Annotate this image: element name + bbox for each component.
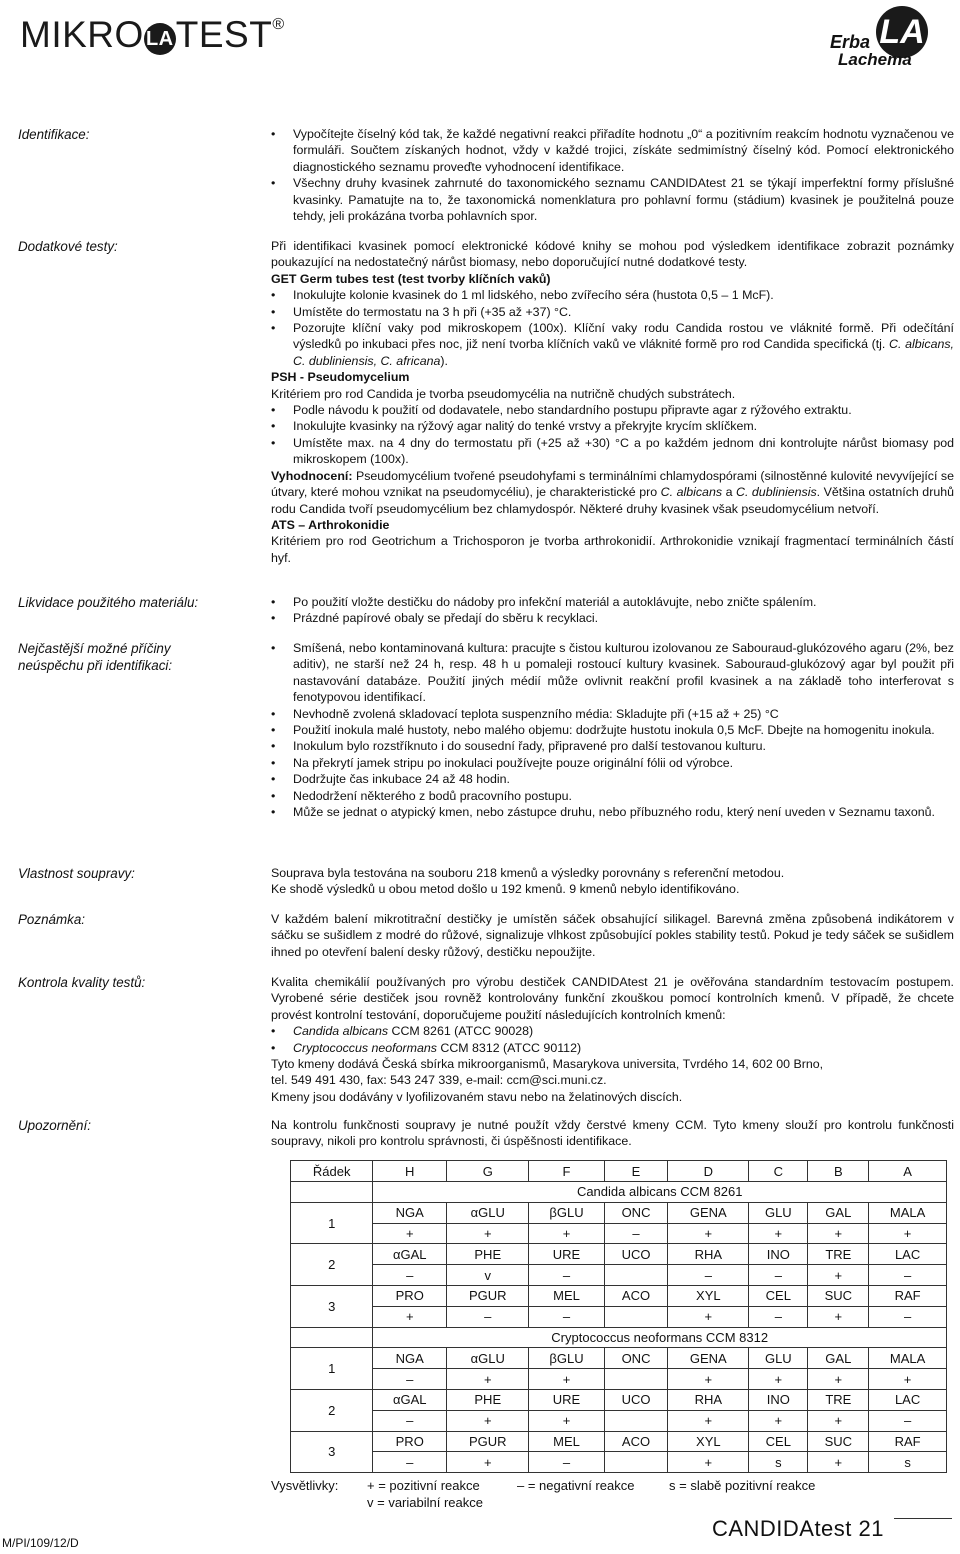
result-cell: – — [869, 1306, 947, 1327]
bullet-text: Nedodržení některého z bodů pracovního postupu. — [293, 788, 572, 803]
test-name-cell: INO — [749, 1389, 808, 1410]
section-label-dodatkove: Dodatkové testy: — [18, 239, 118, 254]
result-cell: + — [668, 1452, 749, 1473]
legend — [271, 1478, 815, 1511]
table-row — [291, 1452, 947, 1473]
section-label-identifikace: Identifikace: — [18, 127, 90, 142]
ats-text: Kritériem pro rod Geotrichum a Trichosporon je tvorba arthrokonidií. Arthrokonidie vznikají fragmentací terminálních částí hyf. — [271, 534, 954, 565]
bullet-text: Může se jednat o atypický kmen, nebo zástupce druhu, nebo příbuzného rodu, který není uveden v Seznamu taxonů. — [293, 805, 935, 820]
test-name-cell: URE — [529, 1244, 604, 1265]
bullet-item — [271, 755, 954, 771]
test-name-cell: PHE — [447, 1244, 529, 1265]
result-cell: + — [808, 1265, 869, 1286]
strain-name: Candida albicans — [293, 1024, 389, 1039]
result-cell: – — [668, 1265, 749, 1286]
text-line: Souprava byla testována na souboru 218 kmenů a výsledky porovnány s referenční metodou. — [271, 866, 785, 880]
product-name: CANDIDAtest 21 — [711, 1516, 884, 1541]
result-cell: – — [749, 1306, 808, 1327]
section-label-poznamka: Poznámka: — [18, 912, 85, 927]
result-cell: – — [749, 1265, 808, 1286]
result-cell — [604, 1265, 668, 1286]
result-cell: – — [869, 1265, 947, 1286]
test-name-cell: TRE — [808, 1244, 869, 1265]
species-name: C. dubliniensis — [736, 485, 817, 500]
psh-title: PSH - Pseudomycelium — [271, 370, 410, 385]
result-cell: v — [447, 1265, 529, 1286]
test-name-cell: MALA — [869, 1202, 947, 1223]
bullet-item — [271, 287, 954, 303]
result-cell: – — [529, 1306, 604, 1327]
bullet-item — [271, 738, 954, 754]
section-label-upozorneni: Upozornění: — [18, 1118, 91, 1133]
empty-cell — [291, 1327, 373, 1348]
column-header: B — [808, 1161, 869, 1182]
text-line: Tyto kmeny dodává Česká sbírka mikroorganismů, Masarykova universita, Tvrdého 14, 602 00 Brno, — [271, 1057, 824, 1072]
text-span: . Většina ostatních druhů rodu Candida tvoří pseudomycélium bez chlamydospór. Některé druhy kvasinek však pseudomycélium netvoří. — [271, 485, 955, 516]
bullet-item — [271, 435, 954, 468]
result-cell: + — [529, 1369, 604, 1390]
species-names: C. albicans, C. dubliniensis, C. africana — [293, 337, 954, 368]
bullet-item — [271, 418, 954, 434]
test-name-cell: SUC — [808, 1285, 869, 1306]
result-cell: – — [373, 1452, 447, 1473]
test-name-cell: αGLU — [447, 1202, 529, 1223]
bullet-item — [271, 610, 954, 626]
bullet-text: Nevhodně zvolená skladovací teplota suspenzního média: Skladujte při (+15 až + 25) °C — [293, 706, 779, 721]
erba-la-mark: LA — [876, 6, 928, 58]
bullet-text: Dodržujte čas inkubace 24 až 48 hodin. — [293, 772, 510, 787]
result-cell — [604, 1452, 668, 1473]
result-cell: + — [447, 1369, 529, 1390]
test-name-cell: βGLU — [529, 1348, 604, 1369]
result-cell — [604, 1369, 668, 1390]
vyhodnoceni-paragraph — [271, 468, 954, 517]
text-span: a — [722, 485, 736, 500]
bullet-text: Vypočítejte číselný kód tak, že každé negativní reakci přiřadíte hodnotu „0“ a pozitivním reakcím hodnotu vyznačenou ve formuláři. Součtem získaných hodnot, vždy v každé trojici, získáte sedmimístný číselný kód. Pomocí elektronického diagnostického seznamu proveďte vyhodnocení identifikace. — [293, 127, 954, 174]
result-cell: – — [604, 1223, 668, 1244]
test-name-cell: XYL — [668, 1285, 749, 1306]
test-name-cell: MEL — [529, 1285, 604, 1306]
bullet-text: Prázdné papírové obaly se předají do sběru k recyklaci. — [293, 611, 599, 626]
bullet-text: Podle návodu k použití od dodavatele, nebo standardního postupu připravte agar z rýžového extraktu. — [293, 403, 852, 418]
test-name-cell: URE — [529, 1389, 604, 1410]
result-cell: + — [808, 1306, 869, 1327]
bullet-item — [271, 771, 954, 787]
kontrola-intro: Kvalita chemikálií používaných pro výrobu destiček CANDIDAtest 21 je ověřována standardním testovacím postupem. Vyrobené série destiček jsou rovněž kontrolovány funkční zkouškou pomocí kontrolních kmenů. V případě, že chcete provést kontrolní testování, doporučujeme použití následujících kontrolních kmenů: — [271, 975, 954, 1022]
test-name-cell: ONC — [604, 1202, 668, 1223]
result-cell: – — [869, 1410, 947, 1431]
erba-lachema-logo — [830, 6, 940, 70]
strain-code: CCM 8312 (ATCC 90112) — [436, 1040, 582, 1055]
result-cell: + — [529, 1410, 604, 1431]
test-name-cell: PHE — [447, 1389, 529, 1410]
test-name-cell: MEL — [529, 1431, 604, 1452]
test-name-cell: ACO — [604, 1431, 668, 1452]
test-name-cell: INO — [749, 1244, 808, 1265]
test-name-cell: MALA — [869, 1348, 947, 1369]
corner-decoration — [894, 1518, 952, 1549]
bullet-item — [271, 126, 954, 175]
test-name-cell: CEL — [749, 1431, 808, 1452]
legend-weak: s = slabě pozitivní reakce — [669, 1478, 816, 1493]
result-cell: + — [749, 1410, 808, 1431]
test-name-cell: GLU — [749, 1202, 808, 1223]
test-name-cell: PRO — [373, 1285, 447, 1306]
bullet-text-end: ). — [440, 353, 448, 368]
row-number-cell: 2 — [291, 1244, 373, 1286]
test-name-cell: RAF — [869, 1431, 947, 1452]
result-cell: + — [529, 1223, 604, 1244]
bullet-item — [271, 804, 954, 820]
result-cell: + — [668, 1223, 749, 1244]
result-cell: – — [373, 1265, 447, 1286]
table-row — [291, 1369, 947, 1390]
result-cell: + — [668, 1369, 749, 1390]
table-row — [291, 1265, 947, 1286]
result-cell: – — [373, 1410, 447, 1431]
result-cell: + — [869, 1223, 947, 1244]
registered-mark: ® — [272, 16, 285, 33]
test-name-cell: TRE — [808, 1389, 869, 1410]
bullet-text: Pozorujte klíční vaky pod mikroskopem (100x). Klíční vaky rodu Candida rostou ve vláknité formě. Při odečítání výsledků po inkubaci přes noc, již není tvorba klíčních vaků ve vláknité formě pro rod Candida specifická (tj. — [293, 321, 954, 352]
table-row — [291, 1410, 947, 1431]
column-header: G — [447, 1161, 529, 1182]
test-name-cell: GENA — [668, 1348, 749, 1369]
strain-title-cell: Candida albicans CCM 8261 — [373, 1182, 947, 1203]
row-number-cell: 1 — [291, 1202, 373, 1244]
table-row — [291, 1348, 947, 1369]
bullet-text: Na překrytí jamek stripu po inokulaci používejte pouze originální fólii od výrobce. — [293, 755, 734, 770]
column-header: Řádek — [291, 1161, 373, 1182]
bullet-item — [271, 175, 954, 224]
test-name-cell: SUC — [808, 1431, 869, 1452]
result-cell: + — [808, 1223, 869, 1244]
result-cell: s — [749, 1452, 808, 1473]
strain-row — [291, 1182, 947, 1203]
test-name-cell: XYL — [668, 1431, 749, 1452]
result-cell: + — [808, 1369, 869, 1390]
bullet-text: Smíšená, nebo kontaminovaná kultura: pracujte s čistou kulturou izolovanou ze Sabouraud-glukózového agaru (2%, bez aditiv), ne starší než 24 h, resp. 48 h u pomaleji rostoucí kultury kvasinek. Sabouraud-glukózový agar byl použit při nastavování databáze. Použití jiných médií může ovlivnit reakční profil kvasinek a na základě toho interferovat s fenotypovou identifikací. — [293, 641, 954, 705]
text-span: Pseudomycélium tvořené pseudohyfami s terminálními chlamydospórami (silnostěnné kulovité nevyvíjející se útvary, které mohou vznikat na pseudomycéliu), je charakteristické pro — [271, 468, 954, 500]
result-cell: s — [869, 1452, 947, 1473]
result-cell: – — [373, 1369, 447, 1390]
legend-positive: + = pozitivní reakce — [367, 1478, 480, 1493]
test-name-cell: RHA — [668, 1244, 749, 1265]
empty-cell — [291, 1182, 373, 1203]
table-row — [291, 1389, 947, 1410]
column-header: F — [529, 1161, 604, 1182]
bullet-item — [271, 320, 954, 369]
result-cell: + — [808, 1452, 869, 1473]
section-label-likvidace: Likvidace použitého materiálu: — [18, 595, 199, 610]
section-poznamka — [271, 911, 954, 960]
test-name-cell: RAF — [869, 1285, 947, 1306]
result-cell: – — [447, 1306, 529, 1327]
section-label-priciny — [18, 640, 258, 674]
text-line: Ke shodě výsledků u obou metod došlo u 192 kmenů. 9 kmenů nebylo identifikováno. — [271, 882, 740, 897]
bullet-item — [271, 706, 954, 722]
bullet-item — [271, 722, 954, 738]
result-cell: – — [529, 1265, 604, 1286]
test-name-cell: LAC — [869, 1389, 947, 1410]
table-header-row — [291, 1161, 947, 1182]
table-row — [291, 1223, 947, 1244]
label-line: neúspěchu při identifikaci: — [18, 658, 173, 673]
result-cell — [604, 1410, 668, 1431]
result-cell: + — [749, 1369, 808, 1390]
bullet-text: Inokulum bylo rozstříknuto i do sousední řady, připravené pro další testovanou kulturu. — [293, 739, 766, 754]
row-number-cell: 2 — [291, 1389, 373, 1431]
section-label-vlastnost: Vlastnost soupravy: — [18, 866, 135, 881]
table-row — [291, 1431, 947, 1452]
test-name-cell: ACO — [604, 1285, 668, 1306]
column-header: C — [749, 1161, 808, 1182]
bullet-item — [271, 304, 954, 320]
result-cell: – — [529, 1452, 604, 1473]
test-name-cell: PGUR — [447, 1431, 529, 1452]
test-name-cell: αGAL — [373, 1244, 447, 1265]
strain-name: Cryptococcus neoformans — [293, 1040, 437, 1055]
logo-text-test: TEST — [175, 14, 273, 55]
ats-title: ATS – Arthrokonidie — [271, 517, 390, 532]
test-name-cell: βGLU — [529, 1202, 604, 1223]
column-header: A — [869, 1161, 947, 1182]
get-title: GET Germ tubes test (test tvorby klíčních vaků) — [271, 271, 551, 286]
result-cell: + — [447, 1452, 529, 1473]
section-label-kontrola: Kontrola kvality testů: — [18, 975, 146, 990]
text-line: Kmeny jsou dodávány v lyofilizovaném stavu nebo na želatinových discích. — [271, 1089, 683, 1104]
table-row — [291, 1306, 947, 1327]
poznamka-text: V každém balení mikrotitrační destičky je umístěn sáček obsahující silikagel. Barevná změna způsobená indikátorem v sáčku se sušidlem z modré do růžové, signalizuje vlhkost způsobující pokles stability testů. Pokud je tedy sáček se sušidlem ihned po otevření balení desky růžový, destičku nepoužijte. — [271, 912, 954, 959]
result-cell — [604, 1306, 668, 1327]
section-dodatkove — [271, 238, 954, 566]
table-row — [291, 1285, 947, 1306]
legend-negative: – = negativní reakce — [517, 1478, 635, 1493]
row-number-cell: 3 — [291, 1285, 373, 1327]
logo-la-mark: LA — [144, 23, 176, 55]
text-line: tel. 549 491 430, fax: 543 247 339, e-mail: ccm@sci.muni.cz. — [271, 1073, 607, 1088]
result-cell: + — [373, 1306, 447, 1327]
bullet-item — [271, 1040, 954, 1056]
lachema-text: Lachema — [838, 50, 912, 69]
bullet-item — [271, 788, 954, 804]
table-row — [291, 1244, 947, 1265]
label-line: Nejčastější možné příčiny — [18, 641, 171, 656]
test-name-cell: GAL — [808, 1348, 869, 1369]
column-header: H — [373, 1161, 447, 1182]
result-cell: + — [668, 1410, 749, 1431]
bullet-text: Umístěte max. na 4 dny do termostatu při (+25 až +30) °C a po každém jednom dni kontrolujte nárůst biomasy pod mikroskopem (100x). — [293, 435, 954, 467]
section-upozorneni — [271, 1117, 954, 1150]
mikrolatest-logo — [20, 14, 285, 56]
test-name-cell: GAL — [808, 1202, 869, 1223]
result-cell: + — [808, 1410, 869, 1431]
test-name-cell: UCO — [604, 1244, 668, 1265]
psh-intro: Kritériem pro rod Candida je tvorba pseudomycélia na nutričně chudých substrátech. — [271, 386, 736, 401]
result-cell: + — [869, 1369, 947, 1390]
test-name-cell: PGUR — [447, 1285, 529, 1306]
test-name-cell: PRO — [373, 1431, 447, 1452]
row-number-cell: 3 — [291, 1431, 373, 1473]
test-name-cell: GENA — [668, 1202, 749, 1223]
dodatkove-intro: Při identifikaci kvasinek pomocí elektronické kódové knihy se mohou pod výsledkem identifikace zobrazit poznámky poukazující na nedostatečný nárůst biomasy, nebo doporučující nutné dodatkové testy. — [271, 239, 954, 270]
test-name-cell: LAC — [869, 1244, 947, 1265]
section-kontrola — [271, 974, 954, 1105]
test-name-cell: ONC — [604, 1348, 668, 1369]
bullet-text: Inokulujte kvasinky na rýžový agar nalitý do tenké vrstvy a překryjte krycím sklíčkem. — [293, 419, 758, 434]
logo-text-mikro: MIKRO — [20, 14, 144, 55]
test-name-cell: RHA — [668, 1389, 749, 1410]
vyhodnoceni-label: Vyhodnocení: — [271, 468, 353, 483]
column-header: E — [604, 1161, 668, 1182]
row-number-cell: 1 — [291, 1348, 373, 1390]
column-header: D — [668, 1161, 749, 1182]
section-priciny — [271, 640, 954, 820]
erba-text: Erba — [830, 32, 871, 52]
section-likvidace — [271, 594, 954, 627]
legend-label: Vysvětlivky: — [271, 1478, 339, 1493]
test-name-cell: αGAL — [373, 1389, 447, 1410]
strain-code: CCM 8261 (ATCC 90028) — [388, 1024, 534, 1039]
test-name-cell: NGA — [373, 1202, 447, 1223]
result-cell: + — [749, 1223, 808, 1244]
bullet-text: Umístěte do termostatu na 3 h při (+35 až +37) °C. — [293, 304, 572, 319]
table-row — [291, 1202, 947, 1223]
result-cell: + — [447, 1223, 529, 1244]
bullet-text: Použití inokula malé hustoty, nebo malého objemu: dodržujte hustotu inokula 0,5 McF. Dbejte na homogenitu inokula. — [293, 723, 935, 738]
bullet-item — [271, 1023, 954, 1039]
bullet-text: Všechny druhy kvasinek zahrnuté do taxonomického seznamu CANDIDAtest 21 se týkají imperfektní formy příslušné kvasinky. Pamatujte na to, že taxonomická nomenklatura pro pohlavní formu (stádium) kvasinek je použitelná pouze tehdy, jeli prokázána tvorba pohlavních spor. — [293, 176, 954, 224]
section-vlastnost — [271, 865, 954, 898]
control-strains-table — [290, 1160, 947, 1473]
test-name-cell: CEL — [749, 1285, 808, 1306]
bullet-text: Po použití vložte destičku do nádoby pro infekční materiál a autoklávujte, nebo zničte spálením. — [293, 595, 817, 609]
species-name: C. albicans — [660, 485, 723, 500]
result-cell: + — [668, 1306, 749, 1327]
result-cell: + — [447, 1410, 529, 1431]
bullet-item — [271, 640, 954, 706]
strain-row — [291, 1327, 947, 1348]
bullet-text: Inokulujte kolonie kvasinek do 1 ml lidského, nebo zvířecího séra (hustota 0,5 – 1 McF). — [293, 288, 774, 303]
bullet-item — [271, 594, 954, 610]
document-code: M/PI/109/12/D — [2, 1536, 79, 1550]
bullet-item — [271, 402, 954, 418]
test-name-cell: GLU — [749, 1348, 808, 1369]
strain-title-cell: Cryptococcus neoformans CCM 8312 — [373, 1327, 947, 1348]
legend-variable: v = variabilní reakce — [367, 1494, 483, 1510]
upozorneni-text: Na kontrolu funkčnosti soupravy je nutné použít vždy čerstvé kmeny CCM. Tyto kmeny slouží pro kontrolu funkčnosti soupravy, nikoli pro kontrolu správnosti, či úspěšnosti identifikace. — [271, 1118, 954, 1149]
test-name-cell: αGLU — [447, 1348, 529, 1369]
section-identifikace — [271, 126, 954, 224]
result-cell: + — [373, 1223, 447, 1244]
test-name-cell: UCO — [604, 1389, 668, 1410]
test-name-cell: NGA — [373, 1348, 447, 1369]
